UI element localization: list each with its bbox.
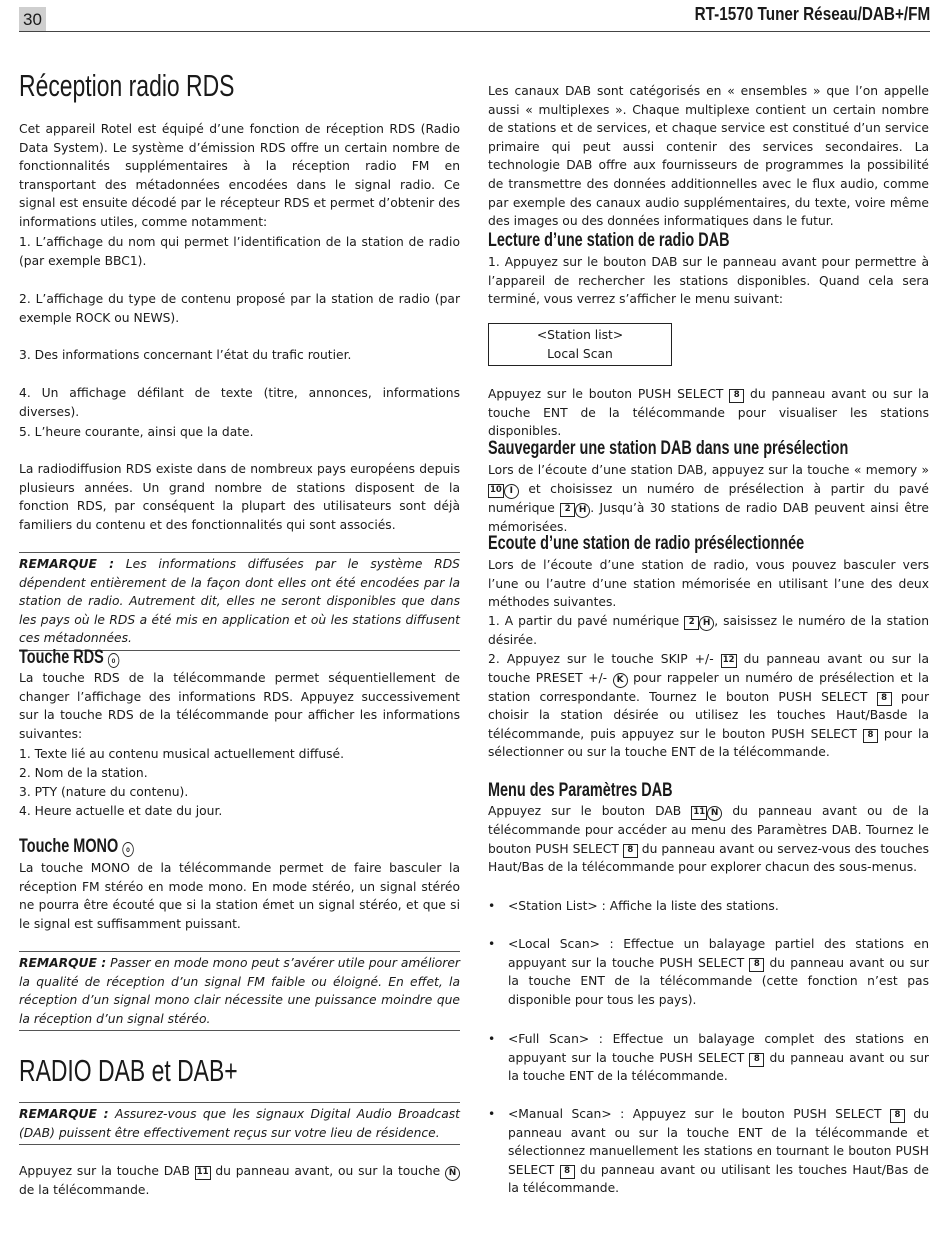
note-dab [19,1102,460,1145]
touche-rds-item-3: 3. PTY (nature du contenu). [19,785,189,799]
note-text: Assurez-vous que les signaux Digital Audio Broadcast (DAB) puissent être effectivement reçus sur votre lieu de résidence. [19,1107,460,1140]
ecoute-method-2: 2. Appuyez sur le touche SKIP +/- 12 du panneau avant ou sur la touche PRESET +/- K pour rappeler un numéro de présélection et la station correspondante. Tournez le bouton PUSH SELECT 8 pour choisir la station désirée ou utilisez les touches Haut/Basde la télécommande, puis appuyez sur le bouton PUSH SELECT 8 pour la sélectionner ou sur la touche ENT de la télécommande. [488,652,930,760]
push-select-key-icon: 8 [877,692,892,706]
note-label: REMARQUE : [19,557,115,571]
push-select-key-icon: 8 [863,729,878,743]
menu-dab-text: Appuyez sur le bouton DAB 11 N du panneau avant ou de la télécommande pour accéder au menu des Paramètres DAB. Tournez le bouton PUSH SELECT 8 du panneau avant ou servez-vous des touches Haut/Bas de la télécommande pour explorer chacun des sous-menus. [488,804,929,875]
ecoute-method-1: 1. A partir du pavé numérique 2 H , saisissez le numéro de la station désirée. [488,614,929,647]
push-select-key-icon: 8 [890,1109,905,1123]
station-list-display [488,323,672,366]
page-header [19,4,930,32]
ecoute-text: Lors de l’écoute d’une station de radio, vous pouvez basculer vers l’une ou l’autre d’une station mémorisée en utilisant l’une des deux méthodes suivantes. [488,558,929,610]
touche-rds-item-2: 2. Nom de la station. [19,766,148,780]
note-label: REMARQUE : [19,956,107,970]
touche-rds-title-text: Touche RDS [19,647,104,668]
rds-section-title: Réception radio RDS [19,68,235,103]
note-rds [19,552,460,651]
dab-key-11-icon: 11 [691,806,707,820]
lecture-after: Appuyez sur le bouton PUSH SELECT 8 du panneau avant ou sur la touche ENT de la télécommande pour visualiser les stations disponibles. [488,387,929,439]
touche-rds-title [19,647,119,669]
display-line-1: <Station list> [536,328,624,342]
push-select-key-icon: 8 [560,1165,575,1179]
rds-item-1: 1. L’affichage du nom qui permet l’identification de la station de radio (par exemple BBC1). [19,235,460,268]
note-text: Les informations diffusées par le système RDS dépendent entièrement de la façon dont elles ont été encodées par la station de radio. Autrement dit, elles ne seront disponibles que dans les pays où le RDS a été mis en application et où les stations diffusent ces métadonnées. [19,557,460,646]
push-select-key-icon: 8 [729,389,744,403]
ecoute-title: Ecoute d’une station de radio présélectionnée [488,533,805,554]
push-select-key-icon: 8 [749,958,764,972]
touche-rds-text: La touche RDS de la télécommande permet séquentiellement de changer l’affichage des informations RDS. Appuyez successivement sur la touche RDS de la télécommande pour afficher les informations suivantes: [19,671,460,741]
rds-key-icon: o [108,653,119,668]
mono-key-icon: o [122,842,133,857]
memory-key-10-icon: 10 [488,484,504,498]
menu-dab-title: Menu des Paramètres DAB [488,780,673,801]
menu-options-list [488,897,929,916]
dab-remote-key-n-icon: N [445,1166,460,1181]
sauvegarder-text: Lors de l’écoute d’une station DAB, appuyez sur la touche « memory » 10 I et choisissez un numéro de présélection à partir du pavé numérique 2 H . Jusqu’à 30 stations de radio DAB peuvent ainsi être mémorisées. [488,463,929,534]
note-text: Passer en mode mono peut s’avérer utile pour améliorer la qualité de réception d’un signal FM faible ou éloigné. En effet, la réception d’un signal mono clair nécessite une puissance moindre que la réception d’un signal stéréo. [19,956,460,1026]
rds-item-2: 2. L’affichage du type de contenu proposé par la station de radio (par exemple ROCK ou NEWS). [19,292,460,325]
rds-item-4: 4. Un affichage défilant de texte (titre, annonces, informations diverses). [19,386,460,419]
skip-key-12-icon: 12 [721,654,737,668]
push-select-key-icon: 8 [623,844,638,858]
menu-options-list [488,935,929,1009]
menu-options-list [488,1105,929,1198]
touche-mono-title-text: Touche MONO [19,836,119,857]
touche-mono-title [19,836,134,858]
sauvegarder-title: Sauvegarder une station DAB dans une présélection [488,438,849,459]
menu-option-manual-scan: • <Manual Scan> : Appuyez sur le bouton PUSH SELECT 8 du panneau avant ou sur la touche ENT de la télécommande et sélectionnez manuellement les stations en tournant le bouton PUSH SELECT 8 du panneau avant ou utilisant les touches Haut/Bas de la télécommande. [488,1105,929,1198]
dab-paragraph-1: Appuyez sur la touche DAB 11 du panneau avant, ou sur la touche N de la télécommande. [19,1162,460,1200]
page-number: 30 [19,7,46,31]
rds-paragraph-2: La radiodiffusion RDS existe dans de nombreux pays européens depuis plusieurs années. Un grand nombre de stations disposent de la fonction RDS, par conséquent la plupart des utilisateurs sont déjà familiers du contenu et des fonctionnalités qui sont associés. [19,462,460,532]
rds-item-5: 5. L’heure courante, ainsi que la date. [19,425,254,439]
numeric-key-2-icon: 2 [684,616,699,630]
document-title: RT-1570 Tuner Réseau/DAB+/FM [694,4,930,24]
display-line-2: Local Scan [547,346,613,361]
lecture-text: 1. Appuyez sur le bouton DAB sur le panneau avant pour permettre à l’appareil de rechercher les stations disponibles. Quand cela sera terminé, vous verrez s’afficher le menu suivant: [488,255,929,307]
touche-rds-item-1: 1. Texte lié au contenu musical actuellement diffusé. [19,747,345,761]
dab-remote-key-n-icon: N [707,806,722,821]
menu-options-list [488,1030,929,1086]
note-mono [19,951,460,1031]
touche-mono-text: La touche MONO de la télécommande permet de faire basculer la réception FM stéréo en mode mono. En mode stéréo, un signal stéréo ne pourra être écouté que si la station émet un signal stéréo, et que si le signal est suffisamment puissant. [19,861,460,931]
note-label: REMARQUE : [19,1107,109,1121]
numeric-key-2-icon: 2 [560,503,575,517]
memory-remote-key-i-icon: I [504,484,519,499]
rds-item-3: 3. Des informations concernant l’état du trafic routier. [19,348,352,362]
dab-intro: Les canaux DAB sont catégorisés en « ensembles » que l’on appelle aussi « multiplexes ». Chaque multiplexe contient un certain nombre de stations et de services, et chaque service est constitué d’un service primaire qui peut aussi contenir des services secondaires. La technologie DAB offre aux fournisseurs de programmes la possibilité de transmettre des données additionnelles avec le flux audio, comme par exemple des canaux audio supplémentaires, du texte, voire même des images ou des données informatiques dans le futur. [488,84,929,229]
menu-option-full-scan: • <Full Scan> : Effectue un balayage complet des stations en appuyant sur la touche PUSH SELECT 8 du panneau avant ou sur la touche ENT de la télécommande. [488,1030,929,1086]
dab-section-title: RADIO DAB et DAB+ [19,1053,238,1088]
menu-option-local-scan: • <Local Scan> : Effectue un balayage partiel des stations en appuyant sur la touche PUSH SELECT 8 du panneau avant ou sur la touche ENT de la télécommande (cette fonction n’est pas disponible pour tous les pays). [488,935,929,1009]
numeric-remote-key-h-icon: H [575,503,590,518]
lecture-title: Lecture d’une station de radio DAB [488,230,730,251]
menu-option-station-list: • <Station List> : Affiche la liste des stations. [488,897,929,916]
push-select-key-icon: 8 [749,1053,764,1067]
preset-remote-key-k-icon: K [613,673,628,688]
numeric-remote-key-h-icon: H [699,616,714,631]
dab-key-11-icon: 11 [195,1166,211,1180]
touche-rds-item-4: 4. Heure actuelle et date du jour. [19,804,223,818]
rds-intro: Cet appareil Rotel est équipé d’une fonction de réception RDS (Radio Data System). Le système d’émission RDS offre un certain nombre de fonctionnalités supplémentaires à la réception radio FM en transportant des métadonnées encodées dans le signal radio. Ce signal est ensuite décodé par le récepteur RDS et permet d’obtenir des informations utiles, comme notamment: [19,122,460,229]
